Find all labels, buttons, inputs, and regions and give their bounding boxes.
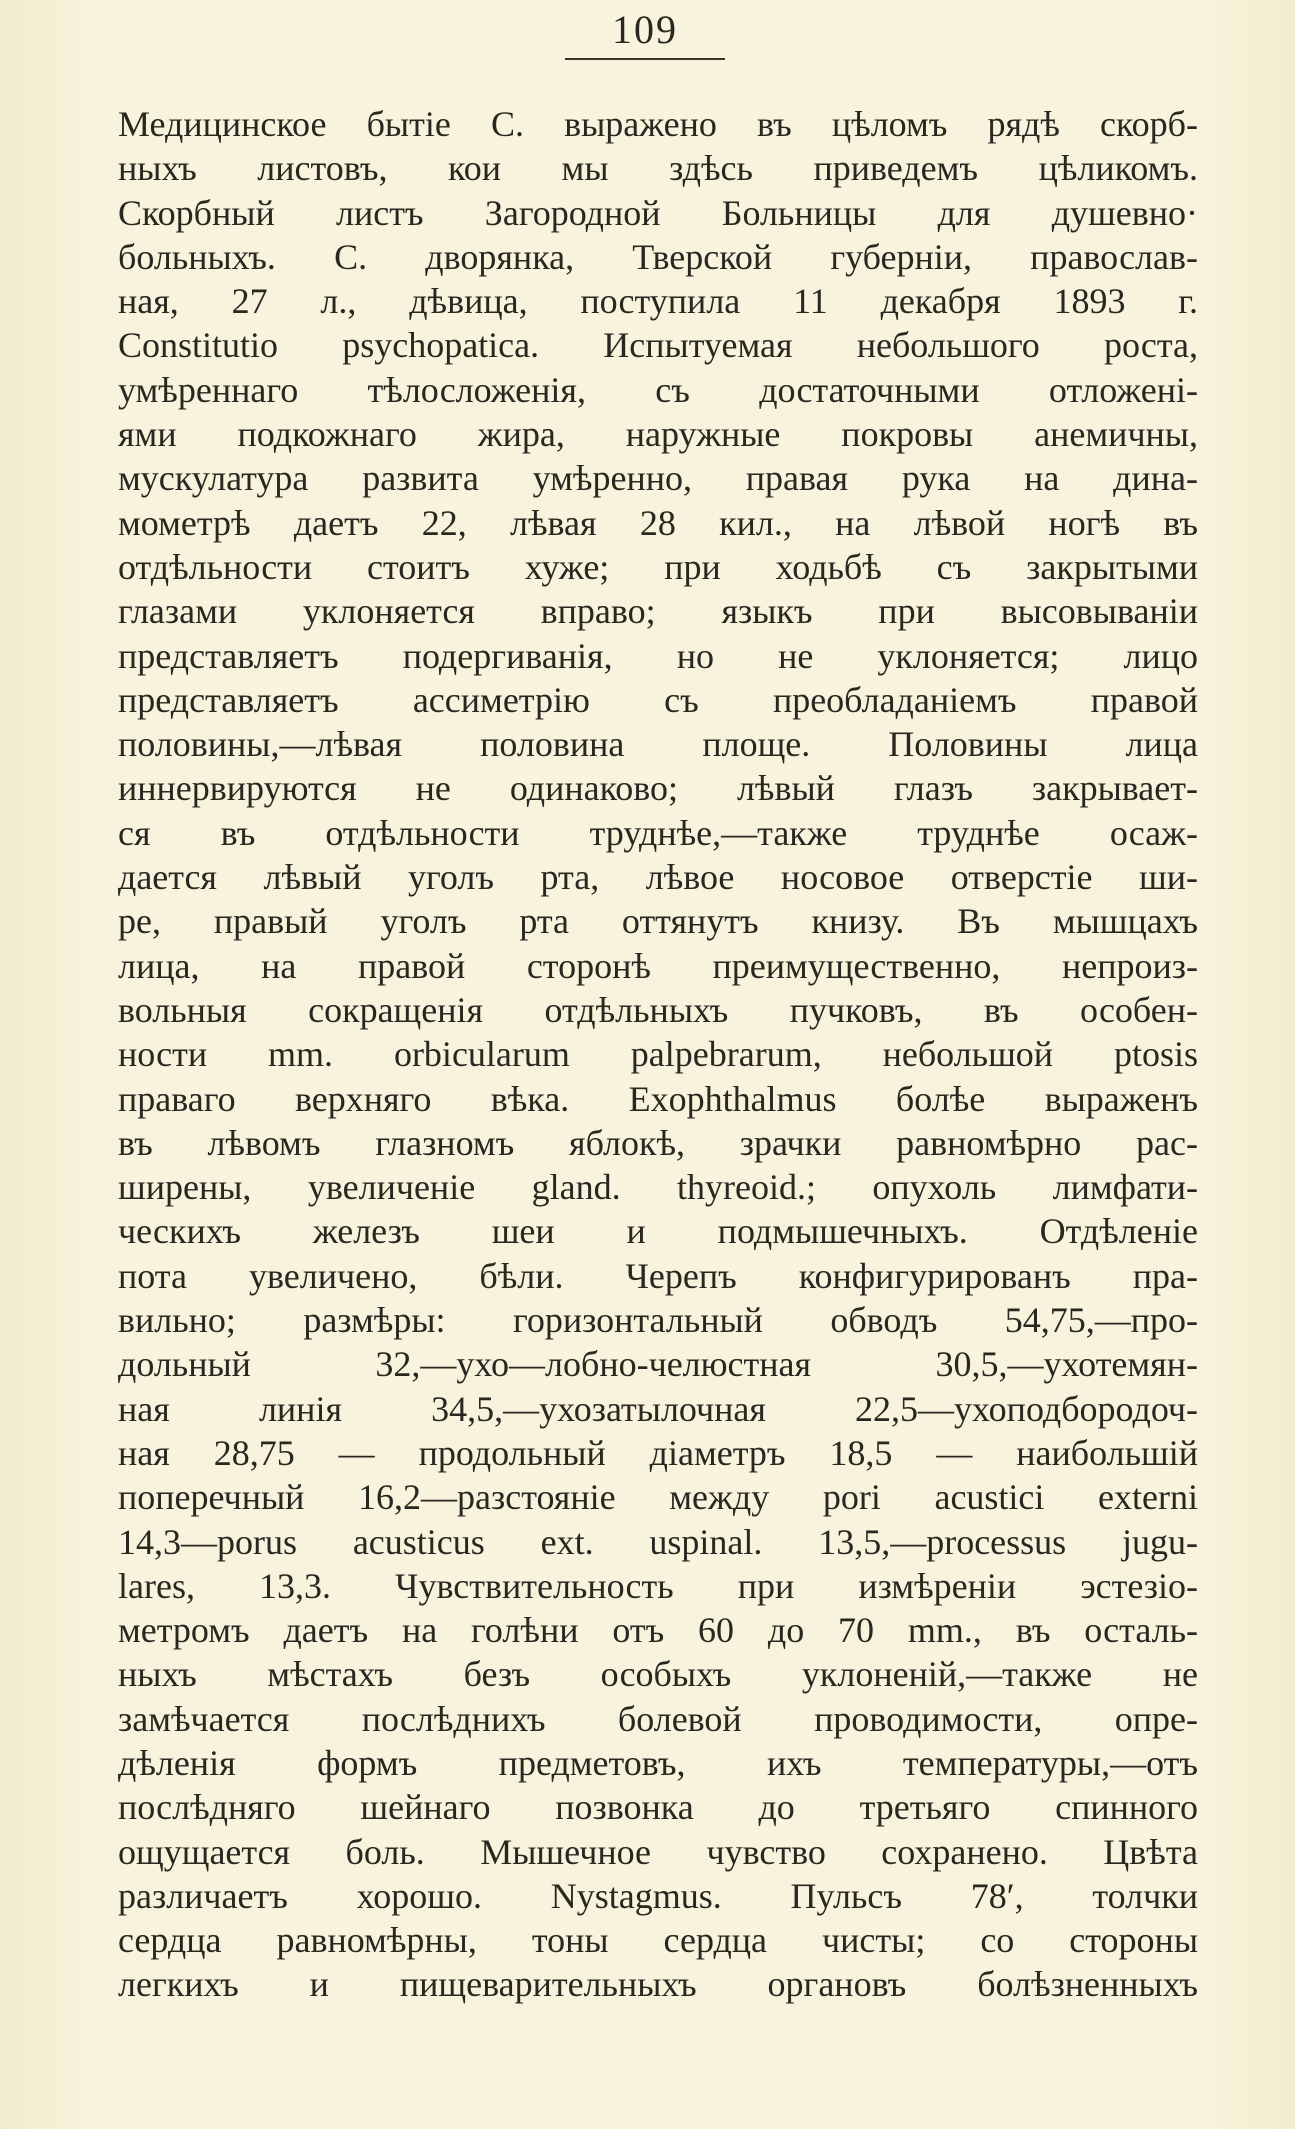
text-line: вольныя сокращенiя отдѣльныхъ пучковъ, въ особен- [118,989,1198,1030]
text-line: ощущается боль. Мышечное чувство сохранено. Цвѣта [118,1831,1198,1872]
text-line: сердца равномѣрны, тоны сердца чисты; со стороны [118,1920,1198,1961]
text-line: Constitutio psychopatica. Испытуемая небольшого роста, [118,325,1198,366]
text-line: метромъ даетъ на голѣни отъ 60 до 70 mm., въ осталь- [118,1610,1198,1651]
text-line: дольный 32,—ухо—лобно-челюстная 30,5,—ухотемян- [118,1344,1198,1385]
text-line: больныхъ. С. дворянка, Тверской губернiи, православ- [118,236,1198,277]
text-line: 14,3—porus acusticus ext. uspinal. 13,5,—processus jugu- [118,1521,1198,1562]
text-line: отдѣльности стоитъ хуже; при ходьбѣ съ закрытыми [118,546,1198,587]
text-line: ческихъ железъ шеи и подмышечныхъ. Отдѣленiе [118,1211,1198,1252]
text-line: ре, правый уголъ рта оттянутъ книзу. Въ мышцахъ [118,901,1198,942]
text-line: легкихъ и пищеварительныхъ органовъ болѣзненныхъ [118,1964,1198,2005]
text-line: ности mm. orbicularum palpebrarum, небольшой ptosis [118,1034,1198,1075]
text-line: праваго верхняго вѣка. Exophthalmus болѣе выраженъ [118,1078,1198,1119]
text-line: поперечный 16,2—разстоянiе между pori acustici externi [118,1477,1198,1518]
text-line: Скорбный листъ Загородной Больницы для душевно· [118,192,1198,233]
text-line: дѣленiя формъ предметовъ, ихъ температуры,—отъ [118,1742,1198,1783]
text-line: половины,—лѣвая половина площе. Половины лица [118,724,1198,765]
page-number: 109 [612,7,678,52]
text-line: представляетъ подергиванiя, но не уклоняется; лицо [118,635,1198,676]
text-line: ныхъ мѣстахъ безъ особыхъ уклоненiй,—также не [118,1654,1198,1695]
text-line: пота увеличено, бѣли. Черепъ конфигурированъ пра- [118,1255,1198,1296]
text-line: Медицинское бытiе С. выражено въ цѣломъ рядѣ скорб- [118,104,1198,144]
text-line: иннервируются не одинаково; лѣвый глазъ закрывает- [118,768,1198,809]
body-text [118,102,1198,2007]
text-line: ная 28,75 — продольный дiаметръ 18,5 — наибольшiй [118,1432,1198,1473]
text-line: въ лѣвомъ глазномъ яблокѣ, зрачки равномѣрно рас- [118,1122,1198,1163]
text-line: умѣреннаго тѣлосложенiя, съ достаточными отложенi- [118,369,1198,410]
text-line: lares, 13,3. Чувствительность при измѣренiи эстезiо- [118,1565,1198,1606]
text-line: дается лѣвый уголъ рта, лѣвое носовое отверстiе ши- [118,857,1198,898]
text-line: ями подкожнаго жира, наружные покровы анемичны, [118,414,1198,455]
text-line: ная линiя 34,5,—ухозатылочная 22,5—ухоподбородоч- [118,1388,1198,1429]
text-line: ныхъ листовъ, кои мы здѣсь приведемъ цѣликомъ. [118,148,1198,189]
text-line: мометрѣ даетъ 22, лѣвая 28 кил., на лѣвой ногѣ въ [118,502,1198,543]
text-line: вильно; размѣры: горизонтальный обводъ 54,75,—про- [118,1300,1198,1341]
text-line: глазами уклоняется вправо; языкъ при высовыванiи [118,591,1198,632]
text-line: мускулатура развита умѣренно, правая рука на дина- [118,458,1198,499]
text-line: ширены, увеличенiе gland. thyreoid.; опухоль лимфати- [118,1167,1198,1208]
page-number-rule [565,58,725,60]
text-line: замѣчается послѣднихъ болевой проводимости, опре- [118,1698,1198,1739]
text-line: различаетъ хорошо. Nystagmus. Пульсъ 78′, толчки [118,1875,1198,1916]
text-line: представляетъ ассиметрiю съ преобладанiемъ правой [118,679,1198,720]
text-line: ная, 27 л., дѣвица, поступила 11 декабря 1893 г. [118,281,1198,322]
text-line: ся въ отдѣльности труднѣе,—также труднѣе осаж- [118,812,1198,853]
text-line: послѣдняго шейнаго позвонка до третьяго спинного [118,1787,1198,1828]
text-line: лица, на правой сторонѣ преимущественно, непроиз- [118,945,1198,986]
